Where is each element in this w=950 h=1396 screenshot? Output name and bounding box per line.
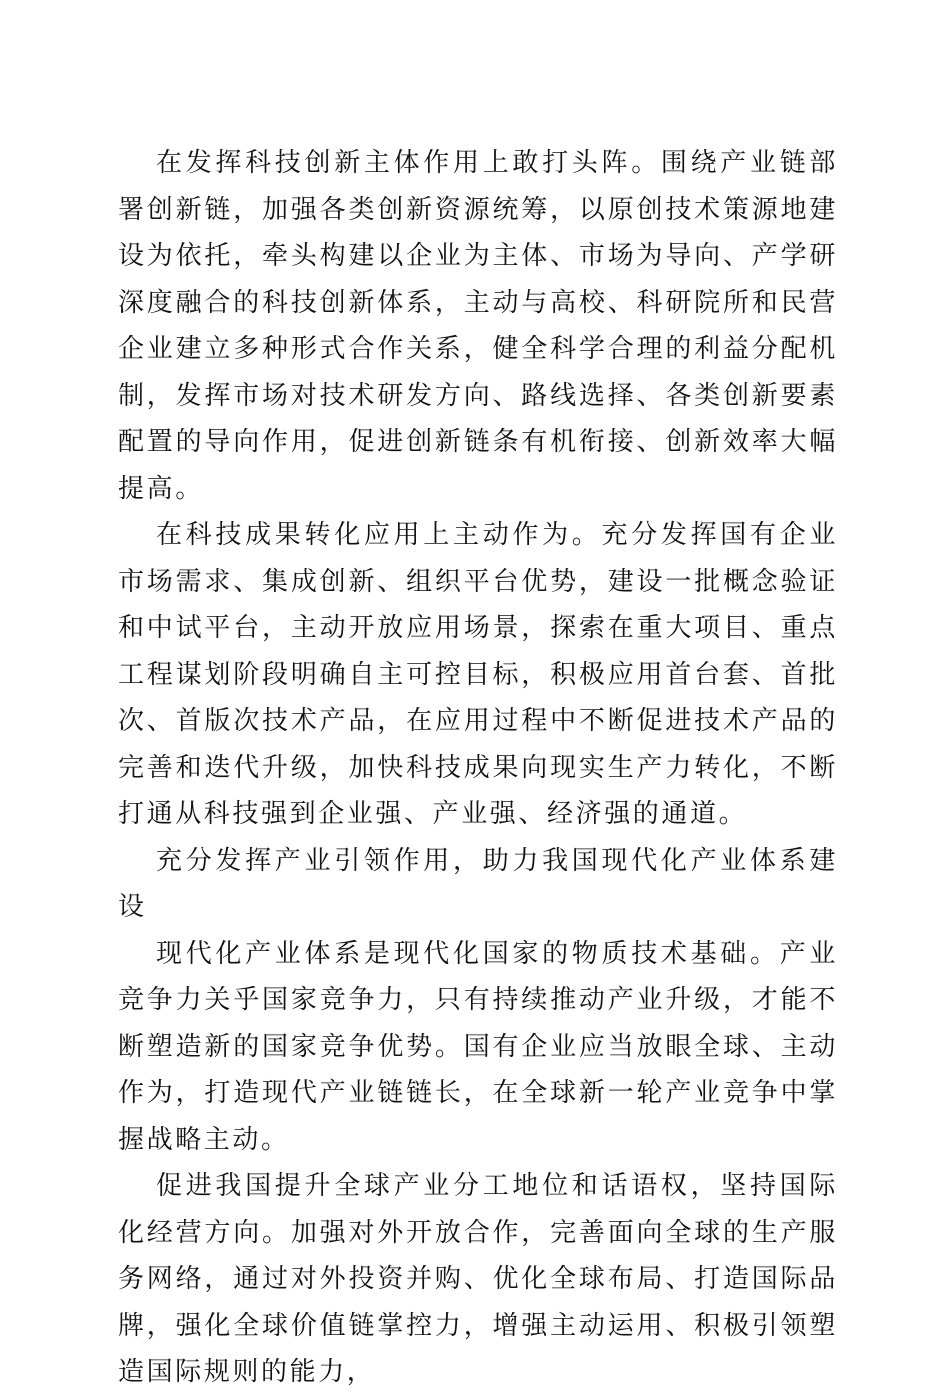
document-body xyxy=(118,140,838,1396)
paragraph-global-industry-position: 促进我国提升全球产业分工地位和话语权，坚持国际化经营方向。加强对外开放合作，完善面向全球的生产服务网络，通过对外投资并购、优化全球布局、打造国际品牌，强化全球价值链掌控力，增强主动运用、积极引领塑造国际规则的能力， xyxy=(118,1171,838,1387)
paragraph-tech-achievement-transfer: 在科技成果转化应用上主动作为。充分发挥国有企业市场需求、集成创新、组织平台优势，建设一批概念验证和中试平台，主动开放应用场景，探索在重大项目、重点工程谋划阶段明确自主可控目标，积极应用首台套、首批次、首版次技术产品，在应用过程中不断促进技术产品的完善和迭代升级，加快科技成果向现实生产力转化，不断打通从科技强到企业强、产业强、经济强的通道。 xyxy=(118,520,838,829)
paragraph-modern-industry-system: 现代化产业体系是现代化国家的物质技术基础。产业竞争力关乎国家竞争力，只有持续推动产业升级，才能不断塑造新的国家竞争优势。国有企业应当放眼全球、主动作为，打造现代产业链链长，在全球新一轮产业竞争中掌握战略主动。 xyxy=(118,938,838,1155)
section-heading-industry-leading: 充分发挥产业引领作用，助力我国现代化产业体系建设 xyxy=(118,845,838,922)
paragraph-tech-innovation-subject: 在发挥科技创新主体作用上敢打头阵。围绕产业链部署创新链，加强各类创新资源统筹，以原创技术策源地建设为依托，牵头构建以企业为主体、市场为导向、产学研深度融合的科技创新体系，主动与高校、科研院所和民营企业建立多种形式合作关系，健全科学合理的利益分配机制，发挥市场对技术研发方向、路线选择、各类创新要素配置的导向作用，促进创新链条有机衔接、创新效率大幅提高。 xyxy=(118,148,838,504)
